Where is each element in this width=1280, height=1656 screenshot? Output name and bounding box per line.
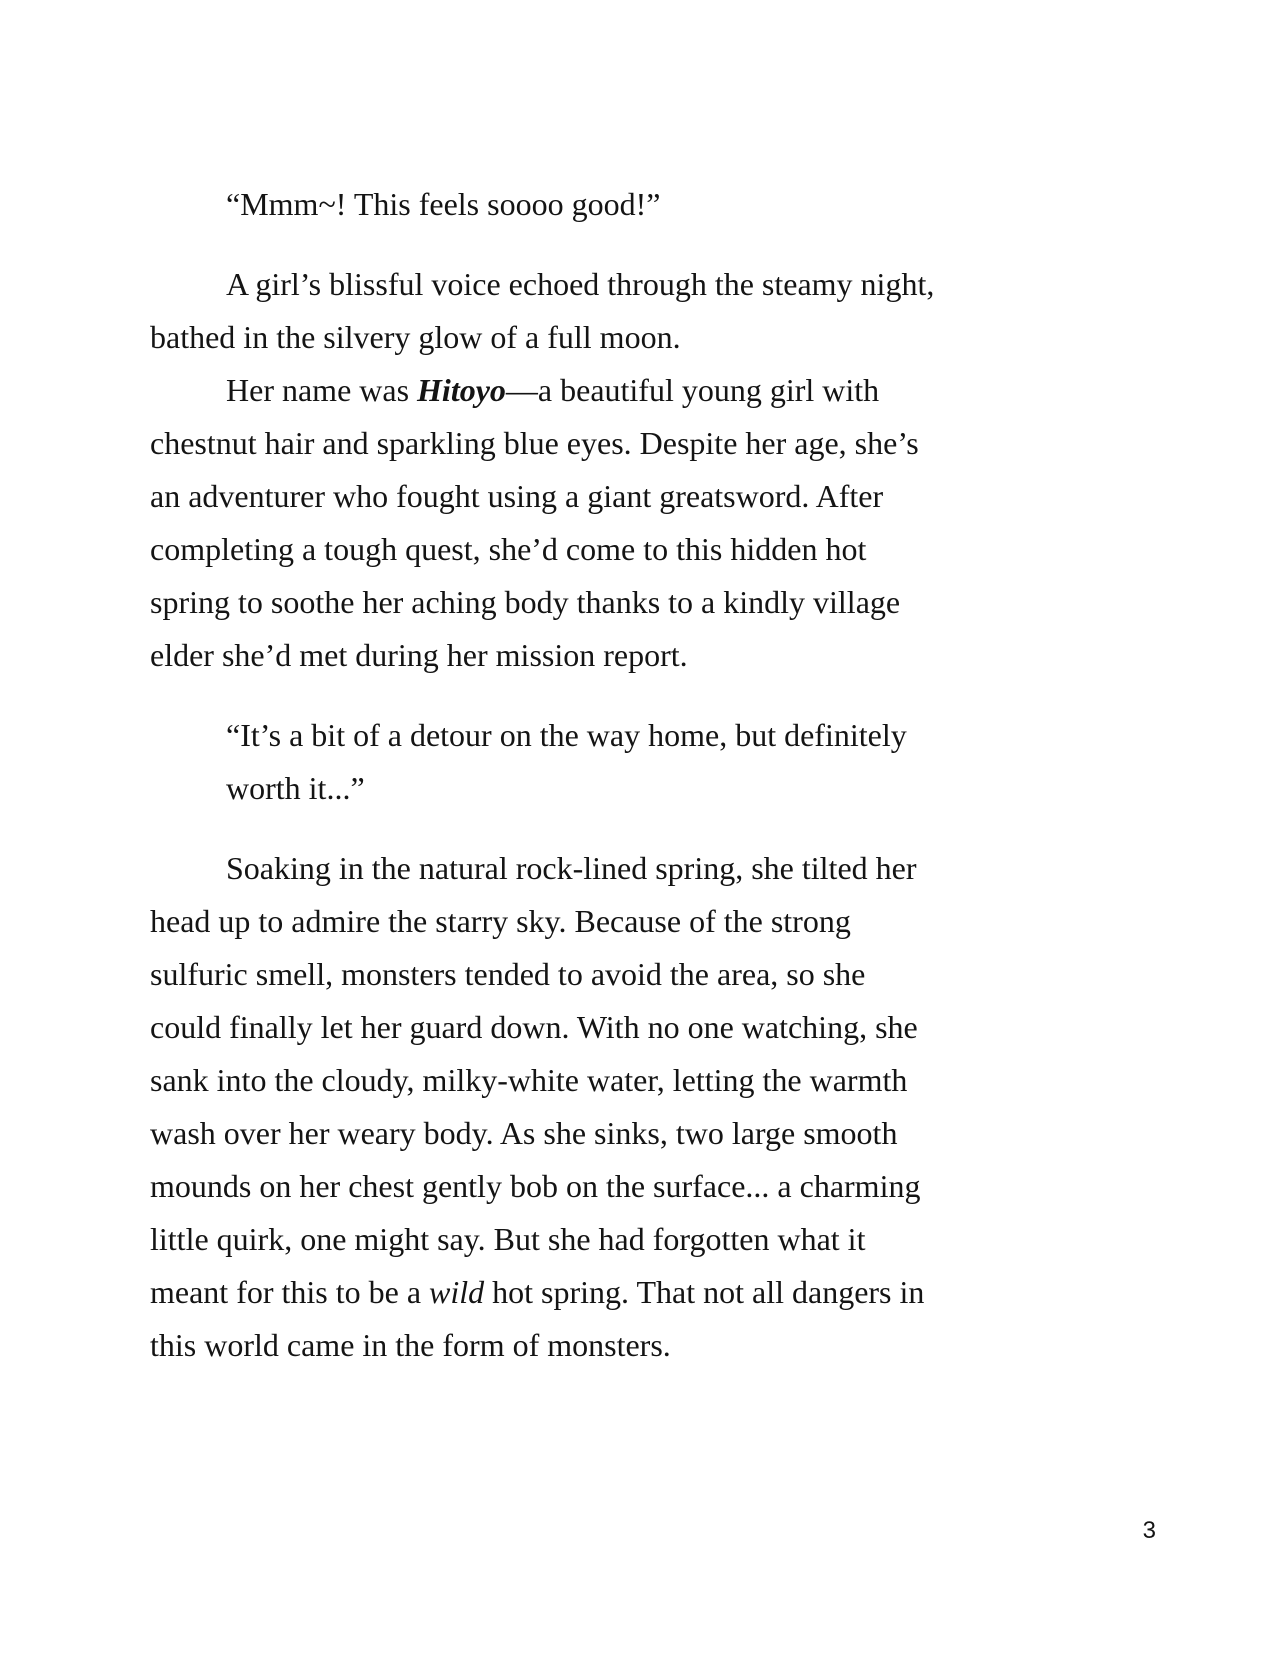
text-run: head up to admire the starry sky. Because of the strong xyxy=(150,903,851,939)
text-run: Her name was xyxy=(226,372,418,408)
paragraph xyxy=(150,258,1135,364)
text-run: elder she’d met during her mission report. xyxy=(150,637,688,673)
quote-paragraph xyxy=(226,709,1135,815)
paragraph xyxy=(150,178,1135,231)
emphasized-text: wild xyxy=(429,1274,485,1310)
text-run: “It’s a bit of a detour on the way home, but definitely xyxy=(226,717,907,753)
text-run: Soaking in the natural rock-lined spring, she tilted her xyxy=(226,850,917,886)
text-run: an adventurer who fought using a giant greatsword. After xyxy=(150,478,884,514)
paragraph xyxy=(150,842,1135,1372)
text-run: could finally let her guard down. With no one watching, she xyxy=(150,1009,918,1045)
text-run: this world came in the form of monsters. xyxy=(150,1327,671,1363)
page-text xyxy=(150,178,1135,1372)
emphasized-text: Hitoyo xyxy=(417,372,506,408)
text-run: bathed in the silvery glow of a full moon. xyxy=(150,319,681,355)
text-run: mounds on her chest gently bob on the surface... a charming xyxy=(150,1168,921,1204)
text-run: worth it...” xyxy=(226,770,365,806)
text-run: meant for this to be a xyxy=(150,1274,430,1310)
text-run: sulfuric smell, monsters tended to avoid the area, so she xyxy=(150,956,866,992)
text-run: completing a tough quest, she’d come to this hidden hot xyxy=(150,531,867,567)
text-run: —a beautiful young girl with xyxy=(505,372,880,408)
text-run: wash over her weary body. As she sinks, two large smooth xyxy=(150,1115,898,1151)
text-run: “Mmm~! This feels soooo good!” xyxy=(226,186,661,222)
text-run: sank into the cloudy, milky-white water, letting the warmth xyxy=(150,1062,908,1098)
text-run: A girl’s blissful voice echoed through the steamy night, xyxy=(226,266,935,302)
text-run: chestnut hair and sparkling blue eyes. Despite her age, she’s xyxy=(150,425,919,461)
text-run: spring to soothe her aching body thanks to a kindly village xyxy=(150,584,901,620)
paragraph xyxy=(150,364,1135,682)
text-run: little quirk, one might say. But she had forgotten what it xyxy=(150,1221,866,1257)
text-run: hot spring. That not all dangers in xyxy=(484,1274,925,1310)
page-number: 3 xyxy=(1142,1517,1156,1544)
